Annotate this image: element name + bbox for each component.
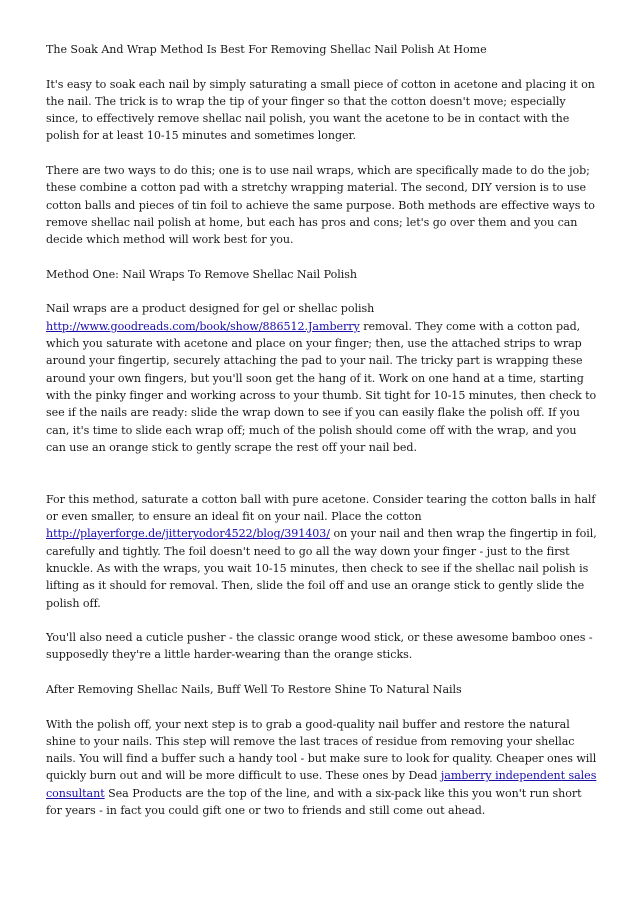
document-title: The Soak And Wrap Method Is Best For Removing Shellac Nail Polish At Home: [46, 43, 487, 56]
paragraph-buffer: [46, 716, 598, 820]
jamberry-consultant-link[interactable]: jamberry independent sales consultant: [46, 769, 597, 800]
document-page: [46, 41, 598, 837]
paragraph-cuticle-pusher: You'll also need a cuticle pusher - the classic orange wood stick, or these awesome bamboo ones - supposedly they're a little harder-wearing than the orange sticks.: [46, 631, 593, 662]
paragraph-foil-method-text-after: on your nail and then wrap the fingertip in foil, carefully and tightly. The foil doesn't need to go all the way down your finger - just to the first knuckle. As with the wraps, you wait 10-15 minutes, then check to see if the shellac nail polish is lifting as it should for removal. Then, slide the foil off and use an orange stick to gently slide the polish off.: [46, 527, 597, 610]
paragraph-nail-wraps: [46, 300, 598, 456]
paragraph-two-ways: There are two ways to do this; one is to use nail wraps, which are specifically made to do the job; these combine a cotton pad with a stretchy wrapping material. The second, DIY version is to use cotton balls and pieces of tin foil to achieve the same purpose. Both methods are effective ways to remove shellac nail polish at home, but each has pros and cons; let's go over them and you can decide which method will work best for you.: [46, 164, 595, 247]
playerforge-link[interactable]: http://playerforge.de/jitteryodor4522/blog/391403/: [46, 527, 330, 541]
paragraph-buffer-text-before: With the polish off, your next step is to grab a good-quality nail buffer and restore the natural shine to your nails. This step will remove the last traces of residue from removing your shellac nails. You will find a buffer such a handy tool - but make sure to look for quality. Cheaper ones will quickly burn out and will be more difficult to use. These ones by Dead: [46, 717, 597, 783]
paragraph-nail-wraps-text-after: removal. They come with a cotton pad, which you saturate with acetone and place on your finger; then, use the attached strips to wrap around your fingertip, securely attaching the pad to your nail. The tricky part is wrapping these around your own fingers, but you'll soon get the hang of it. Work on one hand at a time, starting with the pinky finger and working across to your thumb. Sit tight for 10-15 minutes, then check to see if the nails are ready: slide the wrap down to see if you can easily flake the polish off. If you can, it's time to slide each wrap off; much of the polish should come off with the wrap, and you can use an orange stick to gently scrape the rest off your nail bed.: [46, 319, 597, 454]
paragraph-foil-method: [46, 491, 598, 612]
section-heading-method-one: Method One: Nail Wraps To Remove Shellac Nail Polish: [46, 267, 357, 281]
goodreads-link[interactable]: http://www.goodreads.com/book/show/886512.Jamberry: [46, 319, 360, 333]
paragraph-nail-wraps-text-before: Nail wraps are a product designed for gel or shellac polish: [46, 302, 375, 316]
section-heading-buff: After Removing Shellac Nails, Buff Well To Restore Shine To Natural Nails: [46, 682, 462, 696]
paragraph-intro: It's easy to soak each nail by simply saturating a small piece of cotton in acetone and placing it on the nail. The trick is to wrap the tip of your finger so that the cotton doesn't move; especially since, to effectively remove shellac nail polish, you want the acetone to be in contact with the polish for at least 10-15 minutes and sometimes longer.: [46, 77, 595, 143]
paragraph-foil-method-text-before: For this method, saturate a cotton ball with pure acetone. Consider tearing the cotton balls in half or even smaller, to ensure an ideal fit on your nail. Place the cotton: [46, 492, 596, 524]
paragraph-buffer-text-after: Sea Products are the top of the line, and with a six-pack like this you won't run short for years - in fact you could gift one or two to friends and still come out ahead.: [46, 786, 582, 818]
